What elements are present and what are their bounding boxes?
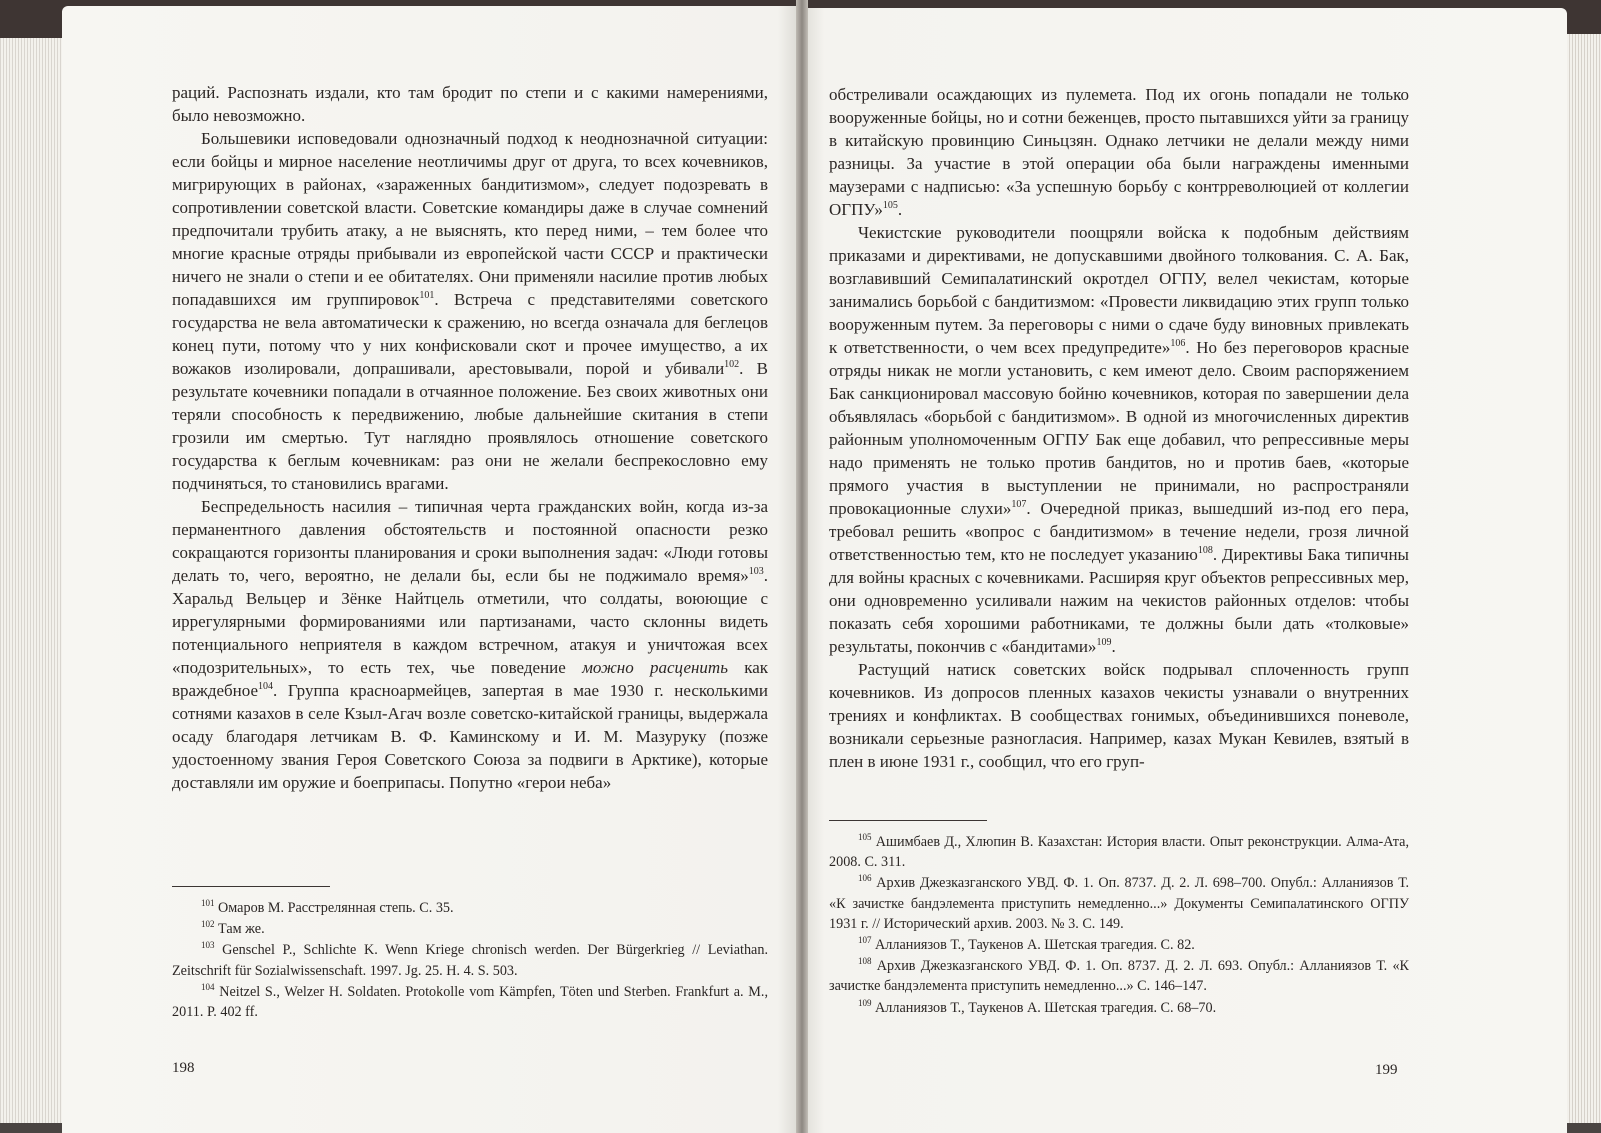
- left-page-footnotes: [172, 898, 768, 1023]
- footnote-divider: [829, 820, 987, 821]
- footnote-number: 101: [201, 898, 215, 908]
- footnote-108: $^{108}$ Архив Джезказганского УВД. Ф. 1. Оп. 8737. Д. 2. Л. 693. Опубл.: Алланиязов Т. «К зачистке бандэлемента приступить немедленно...» С. 146–147.: [829, 956, 1409, 995]
- footnote-reference: 101: [419, 290, 435, 301]
- left-paragraph-3: Беспредельность насилия – типичная черта гражданских войн, когда из-за перманентного давления обстоятельств и постоянной опасности резко сокращаются горизонты планирования и сроки выполнения задач: «Люди готовы делать то, чего, вероятно, не делали бы, если бы не поджимало время»$^{103}$. Харальд Вельцер и Зёнке Найтцель отметили, что солдаты, воюющие с иррегулярными формированиями или партизанами, часто склонны видеть потенциального неприятеля в каждом встречном, атакуя и уничтожая всех «подозрительных», то есть тех, чье поведение можно расценить как враждебное$^{104}$. Группа красноармейцев, запертая в мае 1930 г. несколькими сотнями казахов в селе Кзыл-Агач возле советско-китайской границы, выдержала осаду благодаря летчикам В. Ф. Каминскому и И. М. Мазуруку (позже удостоенному звания Героя Советского Союза за подвиги в Арктике), которые доставляли им оружие и боеприпасы. Попутно «герои неба»: [172, 497, 769, 792]
- footnote-103: $^{103}$ Genschel P., Schlichte K. Wenn Kriege chronisch werden. Der Bürgerkrieg // Leviathan. Zeitschrift für Sozialwissenschaft. 1997. Jg. 25. H. 4. S. 503.: [172, 940, 768, 979]
- footnote-reference: 106: [1170, 338, 1186, 349]
- right-paragraph-3: Растущий натиск советских войск подрывал сплоченность групп кочевников. Из допросов пленных казахов чекисты узнавали о внутренних трениях и конфликтах. В сообществах гонимых, объединившихся поневоле, возникали серьезные разногласия. Например, казах Мукан Кевилев, взятый в плен в июне 1931 г., сообщил, что его груп-: [829, 660, 1409, 771]
- footnote-number: 103: [201, 940, 215, 951]
- footnote-102: $^{102}$ Там же.: [201, 919, 265, 938]
- left-page-body-text: [172, 81, 768, 794]
- footnote-number: 102: [201, 919, 215, 930]
- footnote-divider: [172, 886, 330, 887]
- footnote-reference: 108: [1197, 545, 1213, 556]
- footnote-107: $^{107}$ Алланиязов Т., Таукенов А. Шетская трагедия. С. 82.: [858, 935, 1195, 954]
- footnote-101: $^{101}$ Омаров М. Расстрелянная степь. С. 35.: [201, 898, 454, 916]
- left-paragraph-2: Большевики исповедовали однозначный подход к неоднозначной ситуации: если бойцы и мирное население неотличимы друг от друга, то всех кочевников, мигрирующих в районах, «зараженных бандитизмом», следует подозревать в сопротивлении советской власти. Советские командиры даже в случае сомнений предпочитали трубить атаку, а не выяснять, кто перед ними, – тем более что многие красные отряды прибывали из европейской части СССР и практически ничего не знали о степи и ее обитателях. Они применяли насилие против любых попадавшихся им группировок$^{101}$. Встреча с представителями советского государства не вела автоматически к сражению, но всегда означала для беглецов конец пути, потому что у них конфисковали скот и прочее имущество, а их вожаков изолировали, допрашивали, арестовывали, порой и убивали$^{102}$. В результате кочевники попадали в отчаянное положение. Без своих животных они теряли способность к передвижению, любые дальнейшие скитания в степи грозили им смертью. Тут наглядно проявлялось отношение советского государства к беглым кочевникам: раз они не желали беспрекословно ему подчиняться, то становились врагами.: [172, 129, 769, 493]
- footnote-reference: 103: [748, 566, 764, 577]
- footnote-106: $^{106}$ Архив Джезказганского УВД. Ф. 1. Оп. 8737. Д. 2. Л. 698–700. Опубл.: Алланиязов Т. «К зачистке бандэлемента приступить немедленно...» Документы Семипалатинского ОГПУ 1931 г. // Исторический архив. 2003. № 3. С. 149.: [829, 873, 1409, 932]
- book-gutter: [796, 0, 808, 1133]
- page-number-left: 198: [172, 1060, 195, 1076]
- footnote-109: $^{109}$ Алланиязов Т., Таукенов А. Шетская трагедия. С. 68–70.: [858, 997, 1217, 1016]
- left-paragraph-1: раций. Распознать издали, кто там бродит по степи и с какими намерениями, было невозможно.: [172, 83, 768, 125]
- footnote-reference: 107: [1011, 499, 1027, 510]
- page-stack-left-edge: [0, 38, 70, 1123]
- page-number-right: 199: [1375, 1062, 1398, 1078]
- footnote-number: 106: [858, 873, 872, 884]
- footnote-reference: 105: [882, 200, 898, 211]
- footnote-number: 105: [858, 832, 872, 842]
- footnote-reference: 102: [724, 359, 740, 370]
- right-page-footnotes: [829, 832, 1409, 1019]
- right-page: [802, 8, 1567, 1133]
- footnote-105: $^{105}$ Ашимбаев Д., Хлюпин В. Казахстан: История власти. Опыт реконструкции. Алма-Ата, 2008. С. 311.: [829, 832, 1409, 871]
- footnote-number: 107: [858, 935, 872, 946]
- footnote-number: 108: [858, 956, 872, 967]
- right-paragraph-1: обстреливали осаждающих из пулемета. Под их огонь попадали не только вооруженные бойцы, но и сотни беженцев, просто пытавшихся уйти за границу в китайскую провинцию Синьцзян. Однако летчики не делали между ними разницы. За участие в этой операции оба были награждены именными маузерами с надписью: «За успешную борьбу с контрреволюцией от коллегии ОГПУ»$^{105}$.: [829, 85, 1409, 219]
- right-page-body-text: [829, 83, 1409, 773]
- footnote-reference: 104: [258, 681, 274, 692]
- footnote-reference: 109: [1096, 637, 1112, 648]
- right-paragraph-2: Чекистские руководители поощряли войска к подобным действиям приказами и директивами, не допускавшими двойного толкования. С. А. Бак, возглавивший Семипалатинский окротдел ОГПУ, велел чекистам, которые занимались борьбой с бандитизмом: «Провести ликвидацию этих групп только вооруженным путем. За переговоры с ними о сдаче буду виновных привлекать к ответственности, о чем всех предупредите»$^{106}$. Но без переговоров красные отряды никак не могли установить, с кем имеют дело. Своим распоряжением Бак санкционировал массовую бойню кочевников, которая по завершении дела объявлялась «борьбой с бандитизмом». В одной из многочисленных директив районным уполномоченным ОГПУ Бак еще добавил, что репрессивные меры надо применять не только против бандитов, но и против баев, «которые прямого участия в выступлении не принимали, но распространяли провокационные слухи»$^{107}$. Очередной приказ, вышедший из-под его пера, требовал решить «вопрос с бандитизмом» в течение недели, грозя личной ответственностью тем, кто не последует указанию$^{108}$. Директивы Бака типичны для войны красных с кочевниками. Расширяя круг объектов репрессивных мер, они одновременно усиливали нажим на чекистов районных отделов: чтобы показать себя хорошими работниками, те должны были дать «толковые» результаты, покончив с «бандитами»$^{109}$.: [829, 223, 1410, 656]
- footnote-number: 109: [858, 997, 872, 1008]
- left-page: [62, 6, 802, 1133]
- page-stack-right-edge: [1567, 34, 1601, 1123]
- footnote-104: $^{104}$ Neitzel S., Welzer H. Soldaten. Protokolle vom Kämpfen, Töten und Sterben. Frankfurt a. M., 2011. P. 402 ff.: [172, 981, 768, 1021]
- emphasized-text: можно расценить: [582, 658, 728, 677]
- footnote-number: 104: [201, 981, 215, 992]
